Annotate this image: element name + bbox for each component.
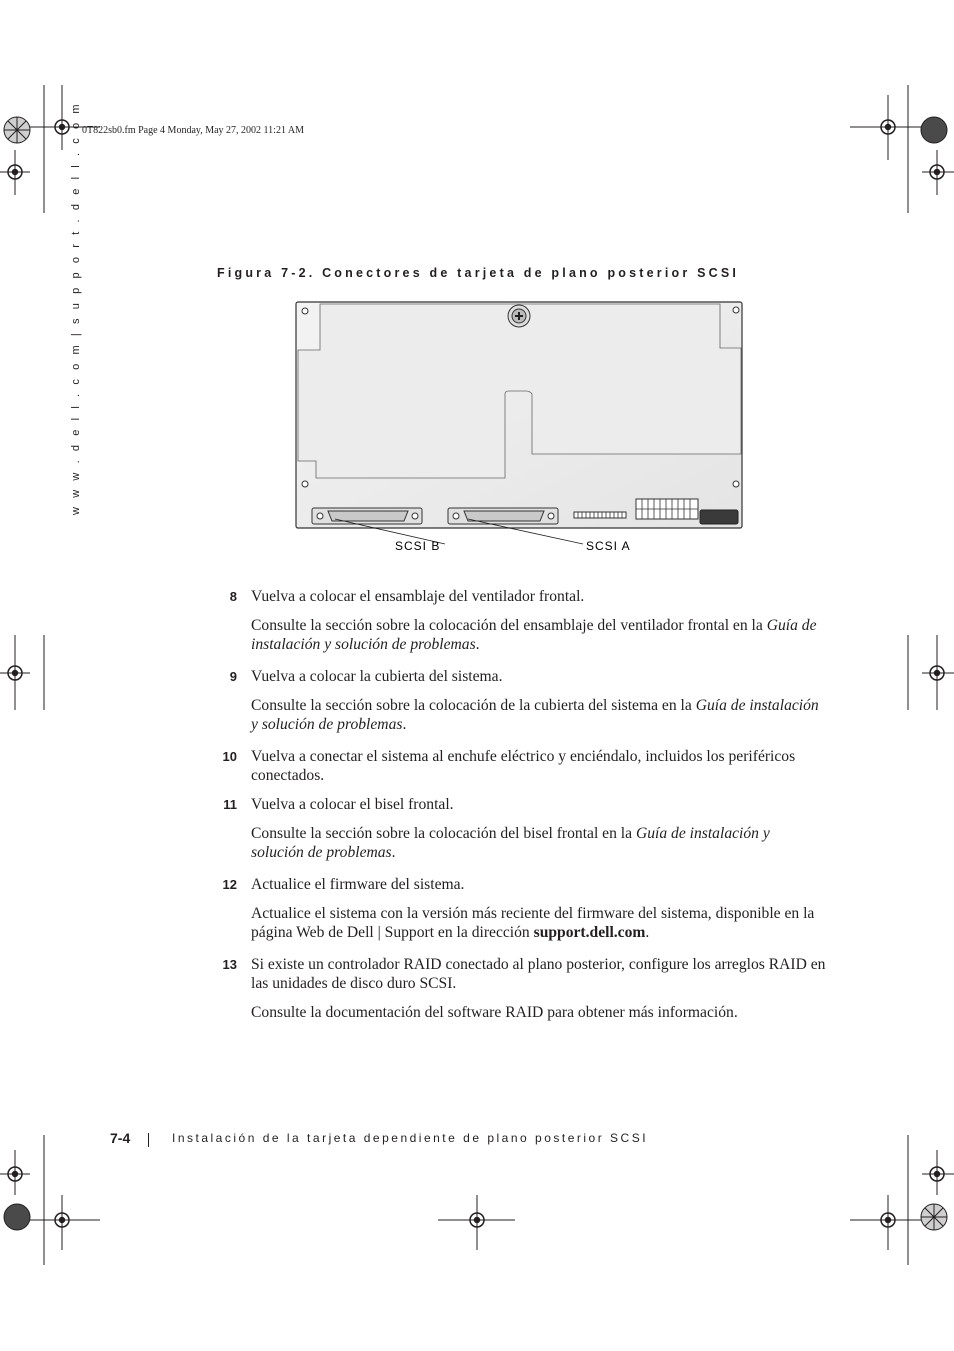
step-detail: Actualice el sistema con la versión más reciente del firmware del sistema, disponible en la página Web de Dell | Support en la dirección support.dell.com. xyxy=(251,905,815,941)
step-text: Actualice el firmware del sistema. xyxy=(251,876,465,893)
step-text: Vuelva a colocar el ensamblaje del ventilador frontal. xyxy=(251,588,585,605)
step-number: 12 xyxy=(222,877,237,892)
step-number: 11 xyxy=(223,797,237,812)
footer-page-number: 7-4 xyxy=(110,1130,131,1146)
step-number: 9 xyxy=(229,669,237,684)
callout-scsi-b: SCSI B xyxy=(395,539,441,553)
step-detail: Consulte la documentación del software RAID para obtener más información. xyxy=(251,1004,738,1021)
step-number: 13 xyxy=(222,957,237,972)
header-file-info: 0T822sb0.fm Page 4 Monday, May 27, 2002 11:21 AM xyxy=(82,125,305,136)
step-text: Vuelva a conectar el sistema al enchufe eléctrico y enciéndalo, incluidos los periféricos conectados. xyxy=(251,748,796,784)
step-detail: Consulte la sección sobre la colocación del ensamblaje del ventilador frontal en la Guía de instalación y solución de problemas. xyxy=(251,617,817,653)
footer-chapter-title: Instalación de la tarjeta dependiente de plano posterior SCSI xyxy=(172,1131,649,1145)
step-number: 10 xyxy=(222,749,237,764)
step-detail: Consulte la sección sobre la colocación del bisel frontal en la Guía de instalación y solución de problemas. xyxy=(251,825,770,861)
step-text: Si existe un controlador RAID conectado al plano posterior, configure los arreglos RAID en las unidades de disco duro SCSI. xyxy=(251,956,826,992)
step-detail: Consulte la sección sobre la colocación de la cubierta del sistema en la Guía de instalación y solución de problemas. xyxy=(251,697,819,733)
sidebar-url: w w w . d e l l . c o m | s u p p o r t . d e l l . c o m xyxy=(70,101,82,515)
step-number: 8 xyxy=(229,589,237,604)
figure-caption: Figura 7-2. Conectores de tarjeta de plano posterior SCSI xyxy=(217,266,740,280)
step-text: Vuelva a colocar la cubierta del sistema. xyxy=(251,668,503,685)
callout-scsi-a: SCSI A xyxy=(586,539,631,553)
step-text: Vuelva a colocar el bisel frontal. xyxy=(251,796,454,813)
